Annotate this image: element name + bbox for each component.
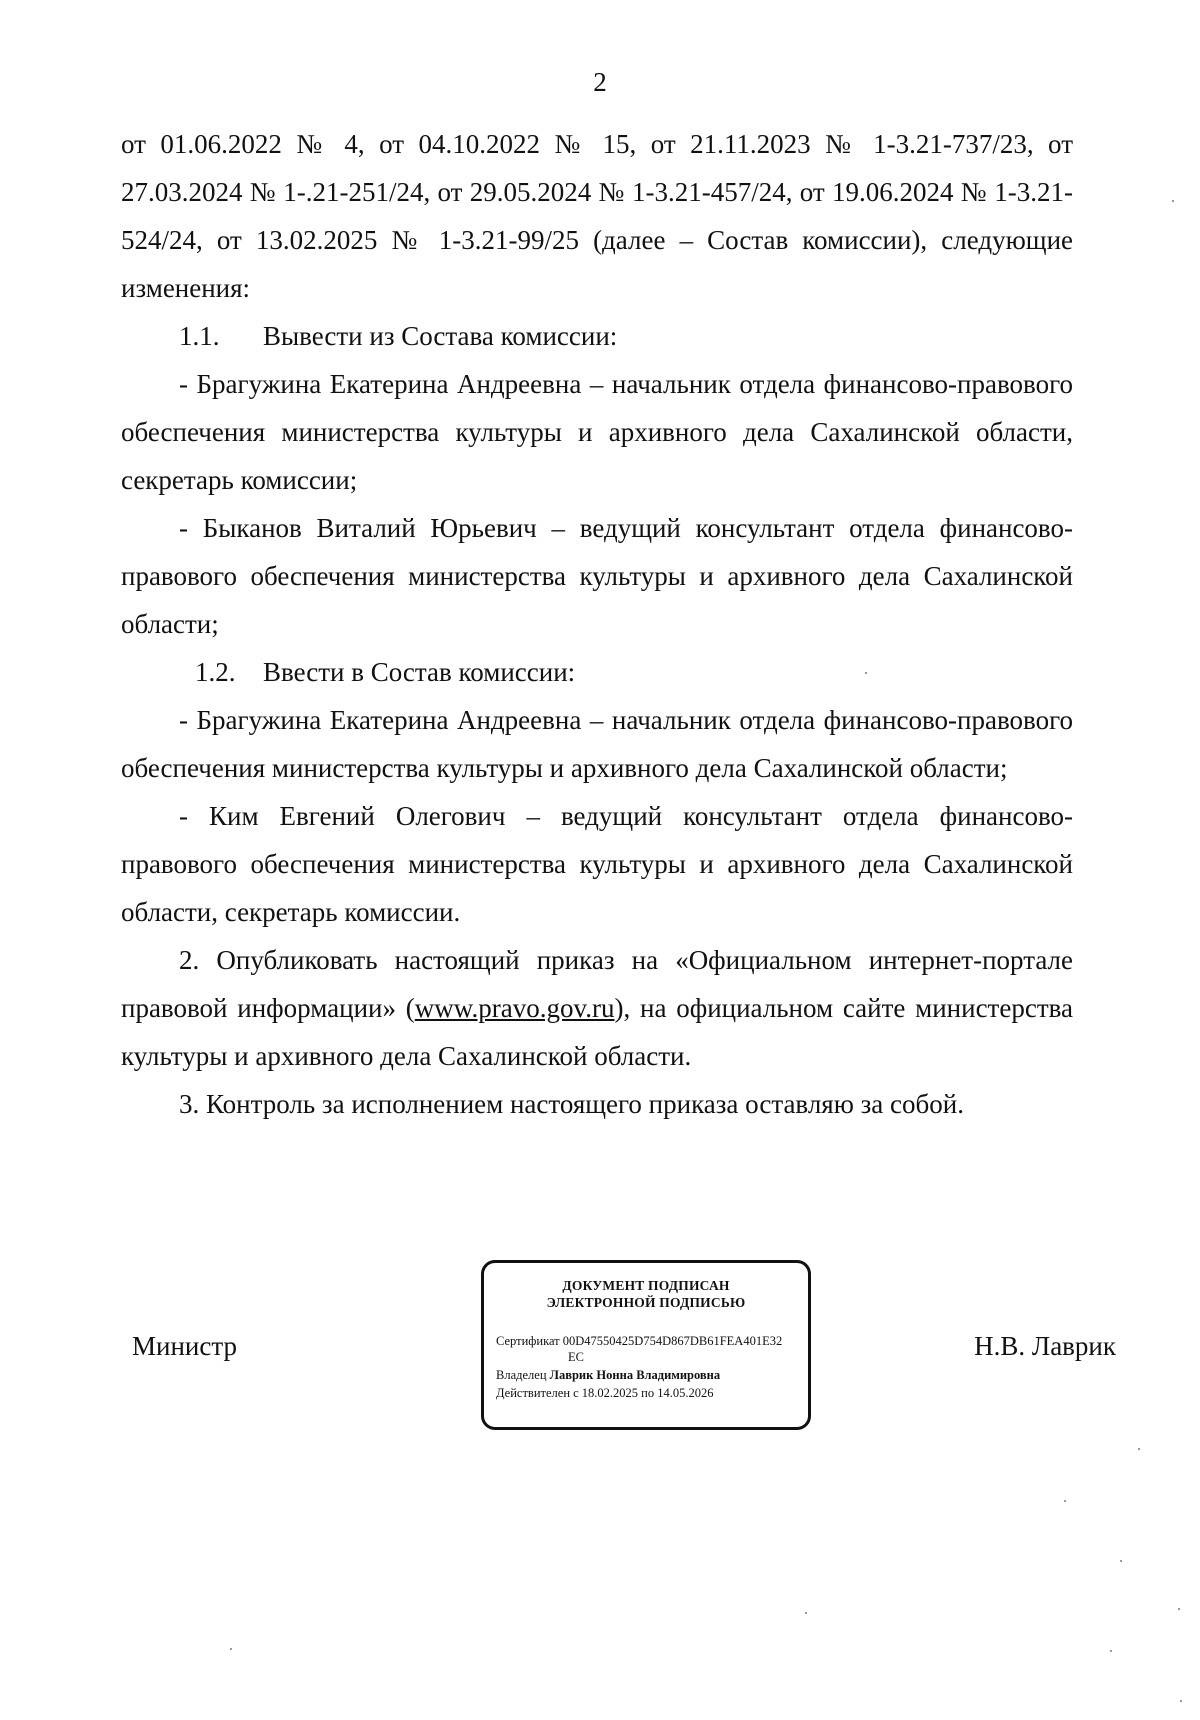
item-1-2-heading-text: Ввести в Состав комиссии: [263,657,576,687]
scan-speck [1172,200,1174,202]
item-1-2-entry-2: - Ким Евгений Олегович – ведущий консультант отдела финансово-правового обеспечения министерства культуры и архивного дела Сахалинской области, секретарь комиссии. [121,801,1073,927]
item-2-text-before-link: 2. Опубликовать настоящий приказ на «Официальном интернет-портале правовой информации» ( [121,945,1073,1023]
item-2-paragraph [121,936,1073,1080]
page-number: 2 [593,67,607,97]
scan-speck [1180,1700,1182,1702]
pravo-gov-link[interactable]: www.pravo.gov.ru [414,993,615,1023]
item-1-2-number: 1.2. [195,657,236,687]
signature-block [0,1260,1200,1440]
scan-speck [805,1612,807,1614]
scan-speck [1178,1608,1180,1610]
item-3-paragraph: 3. Контроль за исполнением настоящего приказа оставляю за собой. [179,1089,964,1119]
stamp-certificate-label: Сертификат [496,1334,560,1348]
electronic-signature-stamp [481,1260,811,1430]
scan-speck [1138,1448,1140,1450]
stamp-certificate-line [496,1333,796,1349]
stamp-certificate-value: 00D47550425D754D867DB61FEA401E32 [562,1334,783,1348]
stamp-title-line-2: ЭЛЕКТРОННОЙ ПОДПИСЬЮ [546,1295,746,1310]
scan-speck [865,672,867,674]
signatory-name: Н.В. Лаврик [974,1331,1116,1361]
scan-speck [1110,1650,1112,1652]
item-1-1-entry-1: - Брагужина Екатерина Андреевна – начальник отдела финансово-правового обеспечения министерства культуры и архивного дела Сахалинской области, секретарь комиссии; [121,369,1073,495]
scan-speck [1064,1500,1066,1502]
stamp-owner-line [496,1367,796,1383]
item-1-1-heading [121,312,1073,360]
stamp-owner-value: Лаврик Нонна Владимировна [549,1368,721,1382]
item-1-1-entry-2: - Быканов Виталий Юрьевич – ведущий консультант отдела финансово-правового обеспечения министерства культуры и архивного дела Сахалинской области; [121,513,1073,639]
stamp-title-line-1: ДОКУМЕНТ ПОДПИСАН [562,1278,730,1293]
stamp-certificate-tail: EC [568,1350,584,1364]
signatory-position: Министр [132,1331,237,1361]
item-1-2-heading [121,648,1073,696]
scan-speck [1120,1560,1122,1562]
item-2-text-after-link: ), на официальном сайте министерства культуры и архивного дела Сахалинской области. [121,993,1074,1071]
intro-paragraph: от 01.06.2022 № 4, от 04.10.2022 № 15, от 21.11.2023 № 1-3.21-737/23, от 27.03.2024 № 1-.21-251/24, от 29.05.2024 № 1-3.21-457/24, от 19.06.2024 № 1-3.21-524/24, от 13.02.2025 № 1-3.21-99/25 (далее – Состав комиссии), следующие изменения: [121,129,1073,303]
item-1-1-heading-text: Вывести из Состава комиссии: [263,321,618,351]
item-1-2-entry-1: - Брагужина Екатерина Андреевна – начальник отдела финансово-правового обеспечения министерства культуры и архивного дела Сахалинской области; [121,705,1073,783]
stamp-owner-label: Владелец [496,1368,547,1382]
scan-speck [230,1648,232,1650]
document-body [121,120,1073,1128]
item-1-1-number: 1.1. [179,321,220,351]
stamp-validity-line: Действителен с 18.02.2025 по 14.05.2026 [496,1386,714,1400]
